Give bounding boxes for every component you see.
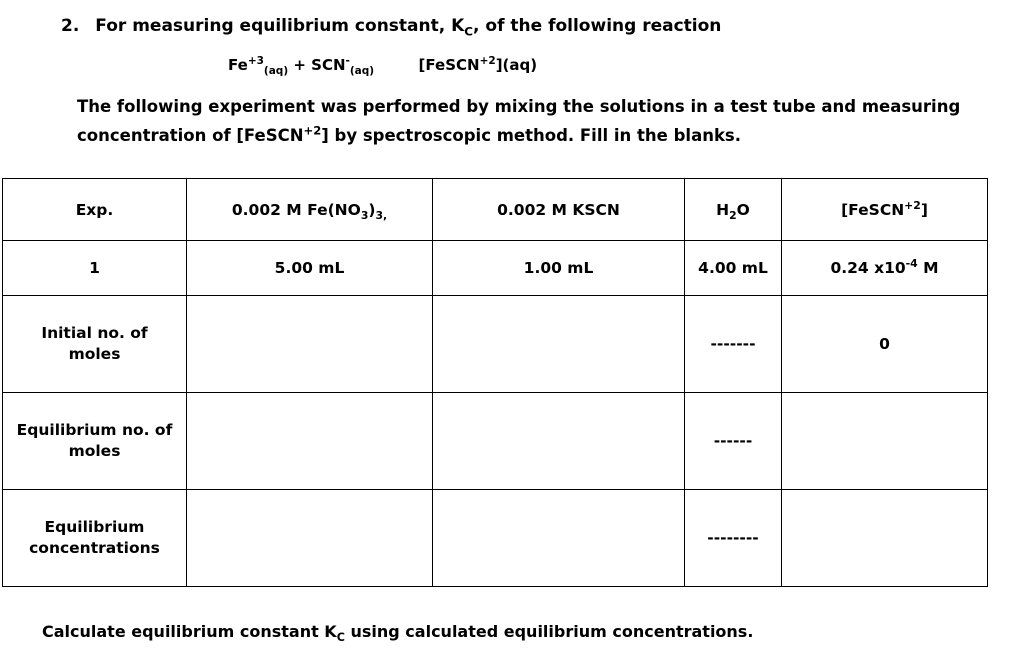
- header-h2o-sub: 2: [729, 208, 737, 222]
- row2-label-1: Initial no. of: [41, 324, 148, 342]
- instructions-line-2a: concentration of [FeSCN: [77, 126, 304, 145]
- row3-fe-blank[interactable]: [187, 393, 433, 490]
- row2-fe-blank[interactable]: [187, 296, 433, 393]
- header-fe-sub2: 3,: [375, 208, 388, 222]
- final-instruction: [42, 622, 754, 645]
- row4-fescn-blank[interactable]: [782, 490, 988, 587]
- row4-h2o: --------: [685, 490, 782, 587]
- iron-charge: +3: [247, 55, 264, 67]
- header-fe-b: ): [368, 200, 376, 219]
- instructions-paragraph: [77, 92, 960, 150]
- row3-fescn-blank[interactable]: [782, 393, 988, 490]
- table-row: [3, 490, 988, 587]
- instructions-charge: +2: [303, 123, 322, 138]
- instructions-line-1: The following experiment was performed by mixing the solutions in a test tube and measuring: [77, 97, 961, 116]
- question-number: 2.: [61, 16, 80, 36]
- product-tail: ](aq): [495, 56, 538, 74]
- product-charge: +2: [479, 55, 496, 67]
- iron-state: (aq): [263, 65, 289, 77]
- table-row: [3, 241, 988, 296]
- header-water: [685, 179, 782, 241]
- header-fescn-charge: +2: [904, 198, 921, 212]
- row4-label-1: Equilibrium: [44, 518, 145, 536]
- table-header-row: [3, 179, 988, 241]
- row4-label: [3, 490, 187, 587]
- row2-kscn-blank[interactable]: [433, 296, 685, 393]
- thiocyanate-ion: + SCN: [293, 56, 346, 74]
- row1-fescn-a: 0.24 x10: [830, 259, 906, 277]
- row3-h2o: ------: [685, 393, 782, 490]
- row1-fe: 5.00 mL: [187, 241, 433, 296]
- final-a: Calculate equilibrium constant K: [42, 622, 337, 641]
- header-exp: Exp.: [3, 179, 187, 241]
- header-fescn-tail: ]: [920, 200, 928, 219]
- row3-kscn-blank[interactable]: [433, 393, 685, 490]
- header-fe-sub1: 3: [360, 208, 369, 222]
- header-h2o-a: H: [716, 200, 730, 219]
- experiment-table: [2, 178, 988, 587]
- row1-fescn-b: M: [917, 259, 939, 277]
- reaction-equation: [228, 55, 538, 77]
- header-kscn: 0.002 M KSCN: [433, 179, 685, 241]
- row4-kscn-blank[interactable]: [433, 490, 685, 587]
- header-fe-a: 0.002 M Fe(NO: [231, 200, 361, 219]
- row2-fescn: 0: [782, 296, 988, 393]
- row1-kscn: 1.00 mL: [433, 241, 685, 296]
- header-fescn: [782, 179, 988, 241]
- row1-exp: 1: [3, 241, 187, 296]
- row2-h2o: -------: [685, 296, 782, 393]
- thiocyanate-charge: -: [345, 55, 350, 67]
- question-intro: For measuring equilibrium constant, K: [95, 16, 465, 36]
- header-h2o-b: O: [736, 200, 750, 219]
- row4-fe-blank[interactable]: [187, 490, 433, 587]
- thiocyanate-state: (aq): [349, 65, 375, 77]
- header-fescn-a: [FeSCN: [841, 200, 905, 219]
- question-heading: [61, 16, 722, 39]
- row4-label-2: concentrations: [29, 539, 160, 557]
- row1-h2o: 4.00 mL: [685, 241, 782, 296]
- row3-label: [3, 393, 187, 490]
- table-row: [3, 393, 988, 490]
- table-row: [3, 296, 988, 393]
- row1-fescn-exp: -4: [905, 256, 918, 270]
- row3-label-1: Equilibrium no. of: [16, 421, 173, 439]
- row2-label: [3, 296, 187, 393]
- row1-fescn: [782, 241, 988, 296]
- row3-label-2: moles: [68, 442, 121, 460]
- instructions-line-2: [77, 121, 960, 150]
- header-fe-nitrate: [187, 179, 433, 241]
- k-subscript: C: [464, 24, 474, 39]
- iron-ion: Fe: [228, 56, 248, 74]
- final-b: using calculated equilibrium concentrations.: [344, 622, 754, 641]
- instructions-line-2b: ] by spectroscopic method. Fill in the blanks.: [321, 126, 742, 145]
- final-k-sub: C: [336, 631, 345, 645]
- row2-label-2: moles: [68, 345, 121, 363]
- question-outro: , of the following reaction: [473, 16, 722, 36]
- product-complex: [FeSCN: [418, 56, 480, 74]
